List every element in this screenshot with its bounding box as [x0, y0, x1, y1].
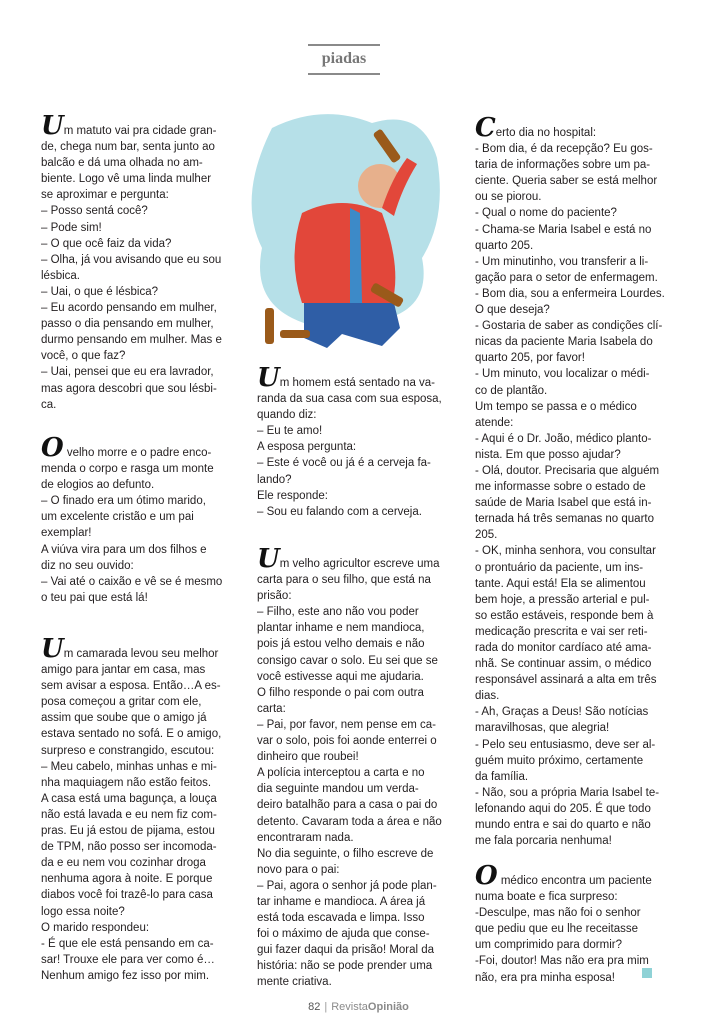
text-line: - Bom dia, é da recepção? Eu gos-	[475, 143, 653, 156]
text-line: ciente. Queria saber se está melhor	[475, 175, 658, 188]
text-line: mundo entra e sai do quarto e não	[475, 819, 651, 832]
text-line: se aproximar e pergunta:	[41, 189, 169, 202]
text-line: lando?	[257, 473, 292, 486]
text-line: tante. Aqui está! Ela se alimentou	[475, 577, 646, 590]
text-line: A esposa pergunta:	[257, 441, 357, 454]
joke-3	[41, 634, 241, 984]
text-line: – Vai até o caixão e vê se é mesmo	[41, 575, 223, 588]
text-line: - Chama-se Maria Isabel e está no	[475, 223, 652, 236]
text-line: um comprimido para dormir?	[475, 939, 622, 952]
text-line: nhã. Se continuar assim, o médico	[475, 658, 652, 671]
text-line: No dia seguinte, o filho escreve de	[257, 847, 434, 860]
joke-paragraph	[41, 634, 241, 664]
text-line: lefonando aqui do 205. É que todo	[475, 802, 651, 815]
text-line: está toda escavada e limpa. Isso	[257, 912, 425, 925]
header-bottom-rule	[308, 73, 380, 75]
text-line: – Sou eu falando com a cerveja.	[257, 505, 422, 518]
joke-paragraph	[41, 111, 241, 141]
text-line: um excelente cristão e um pai	[41, 511, 194, 524]
text-line: – O que ocê faiz da vida?	[41, 237, 172, 250]
text-line: -Desculpe, mas não foi o senhor	[475, 907, 641, 920]
text-line: estava sentado no sofá. E o amigo,	[41, 728, 222, 741]
text-line: foi o máximo de ajuda que conse-	[257, 928, 430, 941]
text-line: – Pai, por favor, nem pense em ca-	[257, 718, 436, 731]
text-line: me fala porcaria nenhuma!	[475, 835, 612, 848]
text-line: atende:	[475, 416, 514, 429]
text-line: pois já estou velho demais e não	[257, 638, 425, 651]
joke-paragraph	[475, 113, 675, 143]
text-line: m velho agricultor escreve uma	[279, 558, 440, 570]
text-line: exemplar!	[41, 527, 92, 540]
text-line: posa começou a gritar com ele,	[41, 696, 202, 709]
text-line: você estivesse aqui me ajudaria.	[257, 670, 424, 683]
text-line: o teu pai que está lá!	[41, 591, 148, 604]
text-line: numa boate e fica surpreso:	[475, 891, 618, 904]
text-line: nenhuma agora à noite. E porque	[41, 873, 213, 886]
magazine-name-part2: Opinião	[367, 1001, 409, 1013]
text-line: carta para o seu filho, que está na	[257, 574, 431, 587]
text-line: sem avisar a esposa. Então…A es-	[41, 680, 221, 693]
text-line: – Olha, já vou avisando que eu sou	[41, 253, 222, 266]
drop-cap: U	[257, 544, 280, 574]
text-line: pras. Eu já estou de pijama, estou	[41, 825, 215, 838]
text-line: balcão e dá uma olhada no am-	[41, 157, 203, 170]
text-line: história: não se pode prender uma	[257, 960, 433, 973]
text-line: não está lavada e eu nem fiz com-	[41, 808, 217, 821]
text-line: da e eu nem vou cozinhar droga	[41, 857, 206, 870]
text-line: da família.	[475, 770, 529, 783]
text-line: - É que ele está pensando em ca-	[41, 937, 214, 950]
text-line: consigo cavar o solo. Eu sei que se	[257, 654, 438, 667]
text-line: Ele responde:	[257, 489, 328, 502]
text-line: randa da sua casa com sua esposa,	[257, 393, 442, 406]
text-line: você, o que faz?	[41, 350, 126, 363]
text-line: - OK, minha senhora, vou consultar	[475, 545, 656, 558]
text-line: - Olá, doutor. Precisaria que alguém	[475, 464, 660, 477]
joke-paragraph	[41, 433, 241, 463]
text-line: m homem está sentado na va-	[279, 377, 436, 389]
text-line: - Bom dia, sou a enfermeira Lourdes.	[475, 287, 665, 300]
header-top-rule	[308, 44, 380, 46]
text-line: - Gostaria de saber as condições clí-	[475, 320, 663, 333]
text-line: responsável assinará a alta em três	[475, 674, 657, 687]
text-line: tar inhame e mandioca. A área já	[257, 895, 426, 908]
text-line: velho morre e o padre enco-	[63, 447, 212, 459]
text-line: quarto 205, por favor!	[475, 352, 585, 365]
text-line: nista. Em que posso ajudar?	[475, 448, 621, 461]
text-line: guém muito próximo, certamente	[475, 754, 644, 767]
text-line: que pediu que eu lhe receitasse	[475, 923, 639, 936]
drop-cap: C	[475, 113, 496, 143]
text-line: – Meu cabelo, minhas unhas e mi-	[41, 760, 217, 773]
text-line: co de plantão.	[475, 384, 548, 397]
text-line: de elogios ao defunto.	[41, 479, 155, 492]
drop-cap: U	[257, 363, 280, 393]
text-line: médico encontra um paciente	[497, 875, 652, 887]
joke-6	[475, 113, 675, 849]
text-line: logo essa noite?	[41, 905, 125, 918]
footer-separator: |	[324, 1001, 328, 1013]
text-line: – Este é você ou já é a cerveja fa-	[257, 457, 431, 470]
text-line: erto dia no hospital:	[495, 127, 597, 139]
text-line: deiro batalhão para a casa o pai do	[257, 799, 438, 812]
text-line: O que deseja?	[475, 304, 550, 317]
joke-5	[257, 544, 457, 991]
drop-cap: U	[41, 634, 64, 664]
text-line: O filho responde o pai com outra	[257, 686, 424, 699]
text-line: – Uai, o que é lésbica?	[41, 285, 158, 298]
text-line: gação para o setor de enfermagem.	[475, 271, 658, 284]
text-line: sar! Trouxe ele para ver como é…	[41, 953, 215, 966]
drop-cap: O	[41, 433, 64, 463]
joke-paragraph	[257, 544, 457, 574]
text-line: - Um minuto, vou localizar o médi-	[475, 368, 650, 381]
joke-4	[257, 363, 457, 520]
text-line: rada do monitor cardíaco até ama-	[475, 642, 652, 654]
page-number: 82	[308, 1001, 321, 1013]
text-line: – Posso sentá cocê?	[41, 205, 148, 218]
text-line: O marido respondeu:	[41, 921, 150, 934]
drop-cap: O	[475, 861, 498, 891]
text-line: - Um minutinho, vou transferir a li-	[475, 255, 649, 268]
text-line: saúde de Maria Isabel que está in-	[475, 497, 652, 510]
text-line: menda o corpo e rasga um monte	[41, 463, 214, 476]
text-line: - Não, sou a própria Maria Isabel te-	[475, 786, 660, 799]
text-line: quarto 205.	[475, 239, 534, 252]
text-line: encontraram nada.	[257, 831, 354, 844]
text-line: de, chega num bar, senta junto ao	[41, 141, 215, 154]
text-line: assim que soube que o amigo já	[41, 712, 207, 725]
text-line: novo para o pai:	[257, 863, 340, 876]
text-line: ou se piorou.	[475, 191, 542, 204]
joke-2	[41, 433, 241, 606]
text-line: durmo pensando em mulher. Mas e	[41, 334, 222, 347]
text-line: plantar inhame e nem mandioca,	[257, 622, 425, 635]
text-line: carta:	[257, 702, 286, 715]
text-line: dia seguinte mandou um verda-	[257, 783, 419, 796]
text-line: - Aqui é o Dr. João, médico planto-	[475, 432, 652, 445]
text-line: lésbica.	[41, 269, 80, 282]
text-line: nicas da paciente Maria Isabela do	[475, 336, 653, 349]
text-line: ternada há três semanas no quarto	[475, 513, 655, 526]
text-line: ca.	[41, 398, 57, 411]
text-line: -Foi, doutor! Mas não era pra mim	[475, 955, 649, 968]
text-line: detento. Cavaram toda a área e não	[257, 815, 442, 828]
text-line: gui fazer daqui da prisão! Moral da	[257, 944, 435, 957]
text-line: – Eu te amo!	[257, 425, 323, 438]
end-of-article-square-icon	[642, 968, 652, 978]
text-line: dinheiro que roubei!	[257, 751, 359, 764]
text-line: - Ah, Graças a Deus! São notícias	[475, 706, 649, 719]
man-drinking-beer-illustration	[232, 98, 448, 360]
text-line: A viúva vira para um dos filhos e	[41, 543, 207, 556]
text-line: diz no seu ouvido:	[41, 559, 134, 572]
joke-1	[41, 111, 241, 413]
text-line: A polícia interceptou a carta e no	[257, 767, 425, 780]
text-line: de TPM, não posso ser incomoda-	[41, 841, 217, 854]
text-line: – Pode sim!	[41, 221, 102, 234]
text-line: biente. Logo vê uma linda mulher	[41, 173, 212, 186]
text-line: quando diz:	[257, 409, 317, 422]
text-line: bem hoje, a pressão arterial e pul-	[475, 593, 650, 606]
text-line: Um tempo se passa e o médico	[475, 400, 637, 413]
text-line: surpreso e constrangido, escutou:	[41, 744, 215, 757]
text-line: – O finado era um ótimo marido,	[41, 495, 206, 508]
text-line: maravilhosas, que alegria!	[475, 722, 610, 735]
joke-paragraph	[475, 861, 675, 891]
text-line: me informasse sobre o estado de	[475, 481, 646, 494]
drop-cap: U	[41, 111, 64, 141]
text-line: m matuto vai pra cidade gran-	[63, 125, 217, 137]
text-line: – Eu acordo pensando em mulher,	[41, 302, 217, 315]
text-line: – Uai, pensei que eu era lavrador,	[41, 366, 214, 379]
page-footer	[0, 1001, 717, 1013]
text-line: não, era pra minha esposa!	[475, 971, 616, 984]
text-line: prisão:	[257, 590, 292, 603]
text-line: medicação prescrita e vai ser reti-	[475, 625, 648, 638]
text-line: m camarada levou seu melhor	[63, 648, 219, 660]
text-line: mente criativa.	[257, 976, 332, 989]
text-line: o prontuário da paciente, um ins-	[475, 561, 644, 574]
text-line: Nenhum amigo fez isso por mim.	[41, 969, 210, 982]
text-line: var o solo, pois foi aonde enterrei o	[257, 735, 437, 748]
text-line: A casa está uma bagunça, a louça	[41, 792, 217, 805]
text-line: - Pelo seu entusiasmo, deve ser al-	[475, 738, 656, 751]
text-line: amigo para jantar em casa, mas	[41, 664, 206, 677]
joke-paragraph	[257, 363, 457, 393]
text-line: diabos você foi trazê-lo para casa	[41, 889, 213, 902]
section-title: piadas	[321, 50, 367, 67]
text-line: – Pai, agora o senhor já pode plan-	[257, 879, 437, 892]
text-line: so estão estáveis, responde bem à	[475, 609, 654, 622]
text-line: - Qual o nome do paciente?	[475, 207, 617, 220]
text-line: passo o dia pensando em mulher,	[41, 318, 214, 331]
magazine-name-part1: Revista	[331, 1001, 368, 1013]
text-line: taria de informações sobre um pa-	[475, 159, 651, 172]
text-line: nha maquiagem não estão feitos.	[41, 776, 212, 789]
text-line: mas agora descobri que sou lésbi-	[41, 382, 217, 395]
text-line: – Filho, este ano não vou poder	[257, 606, 419, 619]
text-line: 205.	[475, 529, 498, 542]
text-line: dias.	[475, 690, 500, 703]
